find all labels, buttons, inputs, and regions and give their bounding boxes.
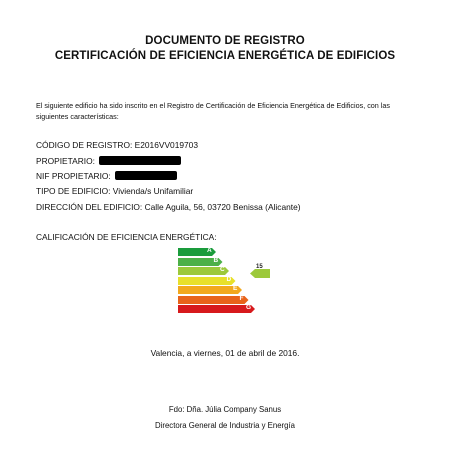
rating-letter-d: D [226, 275, 232, 283]
rating-bar-c [178, 267, 229, 275]
signature-name: Fdo: Dña. Júlia Company Sanus [168, 405, 282, 414]
rating-bar-e [178, 286, 242, 294]
field-nif [36, 171, 177, 181]
direccion-value: Calle Aguila, 56, 03720 Benissa (Alicante) [144, 202, 301, 212]
rating-bar-b [178, 258, 223, 266]
rating-letter-g: G [246, 304, 252, 311]
tipo-value: Vivienda/s Unifamiliar [112, 186, 194, 196]
date-line: Valencia, a viernes, 01 de abril de 2016. [150, 348, 300, 358]
document-subtitle: CERTIFICACIÓN DE EFICIENCIA ENERGÉTICA DE EDIFICIOS [54, 50, 396, 62]
field-direccion [36, 202, 301, 212]
codigo-value: E2016VV019703 [134, 140, 198, 150]
rating-bar-g [178, 305, 255, 313]
redaction-bar [115, 171, 177, 180]
rating-letter-b: B [213, 256, 219, 264]
rating-bar-a [178, 248, 216, 256]
rating-arrow-icon [250, 269, 270, 278]
field-propietario [36, 156, 181, 166]
propietario-label: PROPIETARIO: [36, 156, 95, 166]
rating-letter-e: E [233, 285, 238, 292]
rating-letter-c: C [220, 266, 225, 273]
document-title: DOCUMENTO DE REGISTRO [145, 35, 305, 47]
field-tipo [36, 186, 193, 196]
redaction-bar [99, 156, 181, 165]
selected-rating-value: 15 [256, 264, 263, 270]
rating-letter-f: F [239, 294, 244, 302]
rating-bar-d [178, 277, 236, 285]
direccion-label: DIRECCIÓN DEL EDIFICIO: [36, 202, 143, 212]
rating-letter-a: A [207, 247, 212, 254]
signature-title: Directora General de Industria y Energía [155, 421, 295, 430]
nif-label: NIF PROPIETARIO: [36, 171, 111, 181]
intro-paragraph: El siguiente edificio ha sido inscrito en el Registro de Certificación de Eficiencia Energética de Edificios, con las siguientes características: [36, 101, 390, 121]
tipo-label: TIPO DE EDIFICIO: [36, 186, 111, 196]
rating-bar-f [178, 296, 249, 304]
field-codigo [36, 140, 198, 150]
rating-label: CALIFICACIÓN DE EFICIENCIA ENERGÉTICA: [36, 232, 217, 242]
codigo-label: CÓDIGO DE REGISTRO: [36, 140, 133, 150]
selected-rating-marker [250, 265, 270, 283]
